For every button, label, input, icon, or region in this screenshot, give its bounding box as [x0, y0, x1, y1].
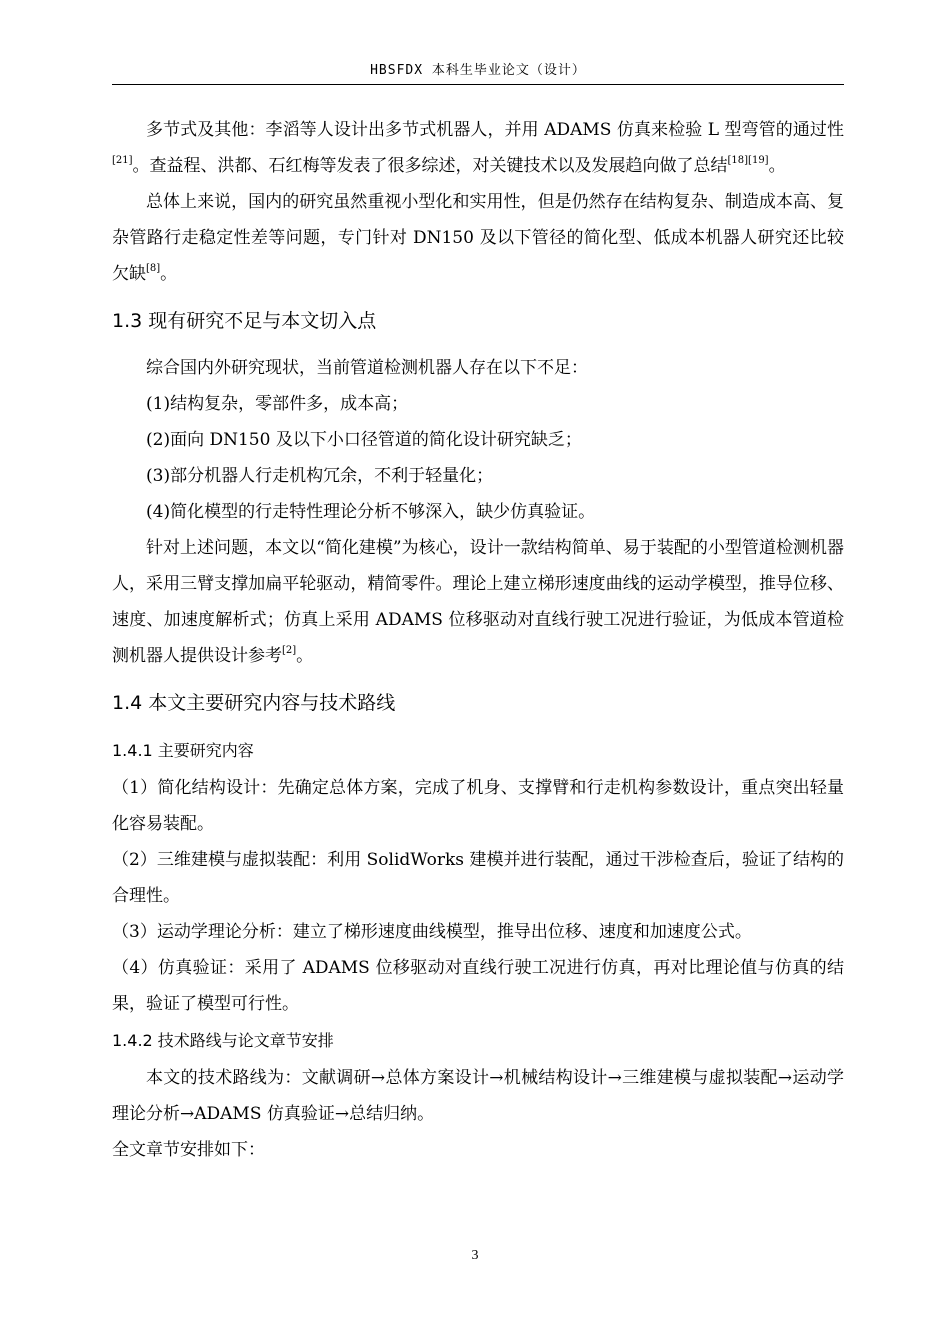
- citation: [18][19]: [727, 155, 769, 166]
- text-span: 。: [296, 646, 314, 666]
- running-header: HBSFDX 本科生毕业论文（设计）: [370, 63, 586, 78]
- paragraph-approach: [112, 530, 844, 674]
- text-span: 多节式及其他：李滔等人设计出多节式机器人，并用 ADAMS 仿真来检验 L 型弯管的通过性: [146, 120, 844, 140]
- list-item: （1）简化结构设计：先确定总体方案，完成了机身、支撑臂和行走机构参数设计，重点突出轻量化容易装配。: [112, 778, 844, 834]
- text-span: 针对上述问题，本文以“简化建模”为核心，设计一款结构简单、易于装配的小型管道检测机器人，采用三臂支撑加扁平轮驱动，精简零件。理论上建立梯形速度曲线的运动学模型，推导位移、速度、加速度解析式；仿真上采用 ADAMS 位移驱动对直线行驶工况进行验证，为低成本管道检测机器人提供设计参考: [112, 538, 844, 666]
- citation: [21]: [112, 155, 133, 166]
- text-span: 。查益程、洪都、石红梅等发表了很多综述，对关键技术以及发展趋向做了总结: [132, 156, 728, 176]
- list-item: (3)部分机器人行走机构冗余，不利于轻量化；: [146, 466, 494, 486]
- section-heading-1-3: 1.3 现有研究不足与本文切入点: [112, 310, 377, 332]
- list-item: （3）运动学理论分析：建立了梯形速度曲线模型，推导出位移、速度和加速度公式。: [112, 922, 752, 942]
- page-number: 3: [471, 1248, 479, 1263]
- paragraph-chapters: 全文章节安排如下：: [112, 1140, 265, 1160]
- list-item: （2）三维建模与虚拟装配：利用 SolidWorks 建模并进行装配，通过干涉检查后，验证了结构的合理性。: [112, 850, 844, 906]
- list-item: (2)面向 DN150 及以下小口径管道的简化设计研究缺乏；: [146, 430, 582, 450]
- subsection-heading-1-4-2: 1.4.2 技术路线与论文章节安排: [112, 1031, 334, 1050]
- paragraph-multi-section: [112, 112, 844, 184]
- text-span: 总体上来说，国内的研究虽然重视小型化和实用性，但是仍然存在结构复杂、制造成本高、复杂管路行走稳定性差等问题，专门针对 DN150 及以下管径的简化型、低成本机器人研究还比较欠缺: [112, 192, 844, 284]
- list-item: (1)结构复杂，零部件多，成本高；: [146, 394, 409, 414]
- paragraph-summary: [112, 184, 844, 292]
- subsection-heading-1-4-1: 1.4.1 主要研究内容: [112, 741, 254, 760]
- page-body: [112, 112, 844, 1168]
- text-span: 。: [160, 264, 178, 284]
- paragraph-technical-route: 本文的技术路线为：文献调研→总体方案设计→机械结构设计→三维建模与虚拟装配→运动学理论分析→ADAMS 仿真验证→总结归纳。: [112, 1068, 844, 1124]
- paragraph-intro: 综合国内外研究现状，当前管道检测机器人存在以下不足：: [146, 358, 588, 378]
- text-span: 。: [768, 156, 786, 176]
- citation: [2]: [282, 645, 297, 656]
- list-item: (4)简化模型的行走特性理论分析不够深入，缺少仿真验证。: [146, 502, 596, 522]
- list-item: （4）仿真验证：采用了 ADAMS 位移驱动对直线行驶工况进行仿真，再对比理论值与仿真的结果，验证了模型可行性。: [112, 958, 844, 1014]
- header-rule: [112, 84, 844, 85]
- section-heading-1-4: 1.4 本文主要研究内容与技术路线: [112, 692, 396, 714]
- citation: [8]: [146, 263, 161, 274]
